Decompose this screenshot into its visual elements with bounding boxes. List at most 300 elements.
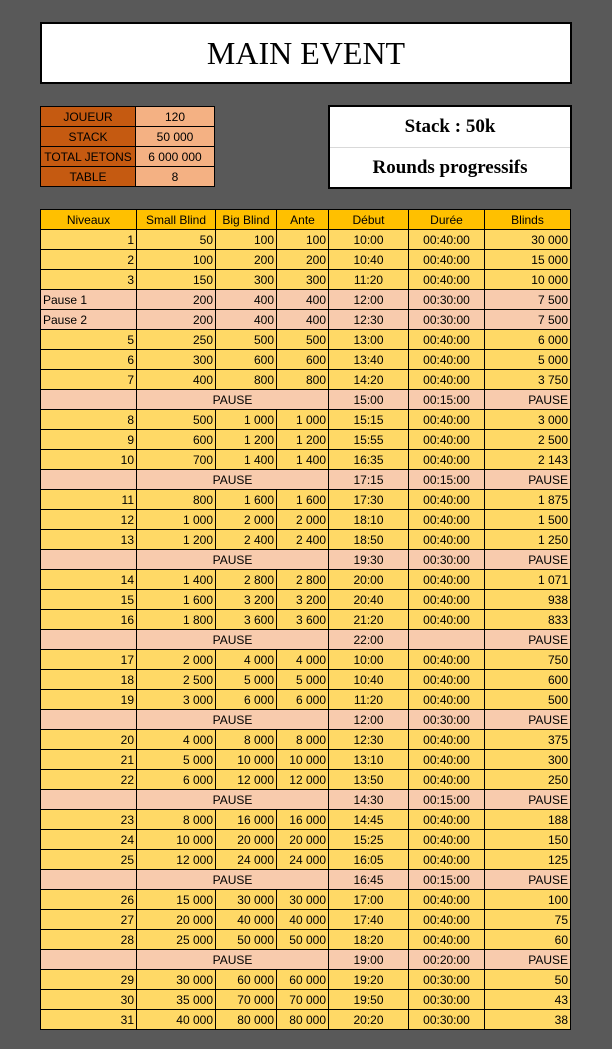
ante-cell[interactable]: 3 600 [277, 610, 329, 630]
small-blind-cell[interactable]: 300 [137, 350, 216, 370]
big-blind-cell[interactable]: 24 000 [216, 850, 277, 870]
empty-cell[interactable] [41, 630, 137, 650]
duree-cell[interactable]: 00:40:00 [409, 890, 485, 910]
small-blind-cell[interactable]: 3 000 [137, 690, 216, 710]
level-cell[interactable]: 21 [41, 750, 137, 770]
info-label[interactable]: STACK [41, 127, 136, 147]
ante-cell[interactable]: 1 000 [277, 410, 329, 430]
level-cell[interactable]: 9 [41, 430, 137, 450]
pause-label[interactable]: PAUSE [137, 950, 329, 970]
ante-cell[interactable]: 1 600 [277, 490, 329, 510]
duree-cell[interactable]: 00:40:00 [409, 510, 485, 530]
small-blind-cell[interactable]: 600 [137, 430, 216, 450]
column-header-duree[interactable]: Durée [409, 210, 485, 230]
duree-cell[interactable]: 00:40:00 [409, 350, 485, 370]
ante-cell[interactable]: 12 000 [277, 770, 329, 790]
blinds-cell[interactable]: PAUSE [485, 550, 571, 570]
level-cell[interactable]: 20 [41, 730, 137, 750]
duree-cell[interactable]: 00:40:00 [409, 270, 485, 290]
debut-cell[interactable]: 20:40 [329, 590, 409, 610]
empty-cell[interactable] [41, 710, 137, 730]
blinds-cell[interactable]: 938 [485, 590, 571, 610]
big-blind-cell[interactable]: 30 000 [216, 890, 277, 910]
blinds-cell[interactable]: PAUSE [485, 950, 571, 970]
debut-cell[interactable]: 16:45 [329, 870, 409, 890]
big-blind-cell[interactable]: 400 [216, 310, 277, 330]
blinds-cell[interactable]: 60 [485, 930, 571, 950]
small-blind-cell[interactable]: 25 000 [137, 930, 216, 950]
debut-cell[interactable]: 19:20 [329, 970, 409, 990]
debut-cell[interactable]: 10:40 [329, 670, 409, 690]
debut-cell[interactable]: 12:00 [329, 710, 409, 730]
ante-cell[interactable]: 30 000 [277, 890, 329, 910]
level-cell[interactable]: 15 [41, 590, 137, 610]
duree-cell[interactable]: 00:40:00 [409, 910, 485, 930]
ante-cell[interactable]: 5 000 [277, 670, 329, 690]
debut-cell[interactable]: 11:20 [329, 690, 409, 710]
table-row [41, 490, 571, 510]
level-cell[interactable]: Pause 2 [41, 310, 137, 330]
big-blind-cell[interactable]: 6 000 [216, 690, 277, 710]
big-blind-cell[interactable]: 12 000 [216, 770, 277, 790]
big-blind-cell[interactable]: 100 [216, 230, 277, 250]
blinds-cell[interactable]: 38 [485, 1010, 571, 1030]
level-cell[interactable]: 24 [41, 830, 137, 850]
duree-cell[interactable]: 00:40:00 [409, 730, 485, 750]
blinds-cell[interactable]: 30 000 [485, 230, 571, 250]
duree-cell[interactable]: 00:40:00 [409, 530, 485, 550]
empty-cell[interactable] [41, 790, 137, 810]
duree-cell[interactable]: 00:40:00 [409, 490, 485, 510]
blinds-cell[interactable]: 50 [485, 970, 571, 990]
small-blind-cell[interactable]: 150 [137, 270, 216, 290]
ante-cell[interactable]: 20 000 [277, 830, 329, 850]
duree-cell[interactable]: 00:30:00 [409, 710, 485, 730]
debut-cell[interactable]: 15:00 [329, 390, 409, 410]
info-value[interactable]: 8 [136, 167, 215, 187]
blinds-cell[interactable]: PAUSE [485, 870, 571, 890]
duree-cell[interactable]: 00:40:00 [409, 410, 485, 430]
blinds-cell[interactable]: 15 000 [485, 250, 571, 270]
info-value[interactable]: 50 000 [136, 127, 215, 147]
level-cell[interactable]: 11 [41, 490, 137, 510]
ante-cell[interactable]: 4 000 [277, 650, 329, 670]
debut-cell[interactable]: 11:20 [329, 270, 409, 290]
duree-cell[interactable]: 00:30:00 [409, 550, 485, 570]
ante-cell[interactable]: 100 [277, 230, 329, 250]
debut-cell[interactable]: 13:10 [329, 750, 409, 770]
blinds-cell[interactable]: 375 [485, 730, 571, 750]
blinds-cell[interactable]: PAUSE [485, 470, 571, 490]
debut-cell[interactable]: 12:30 [329, 730, 409, 750]
big-blind-cell[interactable]: 2 400 [216, 530, 277, 550]
duree-cell[interactable]: 00:20:00 [409, 950, 485, 970]
duree-cell[interactable]: 00:15:00 [409, 470, 485, 490]
small-blind-cell[interactable]: 4 000 [137, 730, 216, 750]
level-cell[interactable]: 26 [41, 890, 137, 910]
big-blind-cell[interactable]: 16 000 [216, 810, 277, 830]
level-cell[interactable]: 16 [41, 610, 137, 630]
big-blind-cell[interactable]: 50 000 [216, 930, 277, 950]
debut-cell[interactable]: 10:00 [329, 230, 409, 250]
duree-cell[interactable]: 00:40:00 [409, 750, 485, 770]
ante-cell[interactable]: 80 000 [277, 1010, 329, 1030]
level-cell[interactable]: 13 [41, 530, 137, 550]
big-blind-cell[interactable]: 20 000 [216, 830, 277, 850]
small-blind-cell[interactable]: 15 000 [137, 890, 216, 910]
debut-cell[interactable]: 13:40 [329, 350, 409, 370]
big-blind-cell[interactable]: 800 [216, 370, 277, 390]
blinds-cell[interactable]: 10 000 [485, 270, 571, 290]
big-blind-cell[interactable]: 200 [216, 250, 277, 270]
blinds-cell[interactable]: PAUSE [485, 390, 571, 410]
empty-cell[interactable] [41, 470, 137, 490]
blinds-cell[interactable]: 188 [485, 810, 571, 830]
debut-cell[interactable]: 15:55 [329, 430, 409, 450]
empty-cell[interactable] [41, 870, 137, 890]
debut-cell[interactable]: 22:00 [329, 630, 409, 650]
level-cell[interactable]: 25 [41, 850, 137, 870]
ante-cell[interactable]: 2 400 [277, 530, 329, 550]
duree-cell[interactable]: 00:30:00 [409, 1010, 485, 1030]
ante-cell[interactable]: 40 000 [277, 910, 329, 930]
debut-cell[interactable]: 16:05 [329, 850, 409, 870]
big-blind-cell[interactable]: 2 000 [216, 510, 277, 530]
debut-cell[interactable]: 18:50 [329, 530, 409, 550]
column-header-big-blind[interactable]: Big Blind [216, 210, 277, 230]
debut-cell[interactable]: 12:30 [329, 310, 409, 330]
duree-cell[interactable]: 00:40:00 [409, 830, 485, 850]
big-blind-cell[interactable]: 600 [216, 350, 277, 370]
header-row [41, 210, 571, 230]
blinds-cell[interactable]: 1 250 [485, 530, 571, 550]
table-row [41, 370, 571, 390]
blinds-cell[interactable]: 75 [485, 910, 571, 930]
ante-cell[interactable]: 10 000 [277, 750, 329, 770]
blinds-cell[interactable]: PAUSE [485, 710, 571, 730]
tournament-info-table [40, 106, 215, 187]
debut-cell[interactable]: 14:30 [329, 790, 409, 810]
duree-cell[interactable]: 00:15:00 [409, 790, 485, 810]
ante-cell[interactable]: 16 000 [277, 810, 329, 830]
debut-cell[interactable]: 21:20 [329, 610, 409, 630]
ante-cell[interactable]: 800 [277, 370, 329, 390]
ante-cell[interactable]: 3 200 [277, 590, 329, 610]
level-cell[interactable]: 7 [41, 370, 137, 390]
duree-cell[interactable]: 00:40:00 [409, 590, 485, 610]
level-cell[interactable]: 22 [41, 770, 137, 790]
blinds-cell[interactable]: 250 [485, 770, 571, 790]
level-cell[interactable]: 12 [41, 510, 137, 530]
big-blind-cell[interactable]: 1 600 [216, 490, 277, 510]
blinds-cell[interactable]: 500 [485, 690, 571, 710]
small-blind-cell[interactable]: 1 600 [137, 590, 216, 610]
info-label[interactable]: TABLE [41, 167, 136, 187]
blinds-cell[interactable]: 43 [485, 990, 571, 1010]
column-header-ante[interactable]: Ante [277, 210, 329, 230]
blind-levels-table [40, 209, 571, 1030]
small-blind-cell[interactable]: 1 400 [137, 570, 216, 590]
table-row [41, 650, 571, 670]
blinds-cell[interactable]: 125 [485, 850, 571, 870]
pause-label[interactable]: PAUSE [137, 390, 329, 410]
info-label[interactable]: JOUEUR [41, 107, 136, 127]
table-row [41, 670, 571, 690]
debut-cell[interactable]: 14:20 [329, 370, 409, 390]
table-row [41, 910, 571, 930]
big-blind-cell[interactable]: 1 000 [216, 410, 277, 430]
big-blind-cell[interactable]: 3 600 [216, 610, 277, 630]
debut-cell[interactable]: 15:25 [329, 830, 409, 850]
blinds-cell[interactable]: PAUSE [485, 790, 571, 810]
duree-cell[interactable]: 00:15:00 [409, 390, 485, 410]
big-blind-cell[interactable]: 300 [216, 270, 277, 290]
level-cell[interactable]: 23 [41, 810, 137, 830]
duree-cell[interactable]: 00:40:00 [409, 570, 485, 590]
ante-cell[interactable]: 400 [277, 290, 329, 310]
ante-cell[interactable]: 60 000 [277, 970, 329, 990]
big-blind-cell[interactable]: 1 400 [216, 450, 277, 470]
small-blind-cell[interactable]: 10 000 [137, 830, 216, 850]
blinds-cell[interactable]: 833 [485, 610, 571, 630]
big-blind-cell[interactable]: 60 000 [216, 970, 277, 990]
column-header-blinds[interactable]: Blinds [485, 210, 571, 230]
level-cell[interactable]: 17 [41, 650, 137, 670]
small-blind-cell[interactable]: 1 000 [137, 510, 216, 530]
info-label[interactable]: TOTAL JETONS [41, 147, 136, 167]
small-blind-cell[interactable]: 100 [137, 250, 216, 270]
duree-cell[interactable]: 00:40:00 [409, 430, 485, 450]
ante-cell[interactable]: 70 000 [277, 990, 329, 1010]
ante-cell[interactable]: 1 200 [277, 430, 329, 450]
blinds-cell[interactable]: 5 000 [485, 350, 571, 370]
pause-row [41, 630, 571, 650]
duree-cell[interactable]: 00:40:00 [409, 250, 485, 270]
ante-cell[interactable]: 6 000 [277, 690, 329, 710]
debut-cell[interactable]: 20:20 [329, 1010, 409, 1030]
blinds-cell[interactable]: 600 [485, 670, 571, 690]
duree-cell[interactable]: 00:40:00 [409, 650, 485, 670]
small-blind-cell[interactable]: 200 [137, 310, 216, 330]
duree-cell[interactable]: 00:40:00 [409, 690, 485, 710]
big-blind-cell[interactable]: 8 000 [216, 730, 277, 750]
named-pause-row [41, 290, 571, 310]
ante-cell[interactable]: 500 [277, 330, 329, 350]
small-blind-cell[interactable]: 8 000 [137, 810, 216, 830]
blinds-cell[interactable]: 3 750 [485, 370, 571, 390]
duree-cell[interactable]: 00:40:00 [409, 330, 485, 350]
debut-cell[interactable]: 17:40 [329, 910, 409, 930]
level-cell[interactable]: 3 [41, 270, 137, 290]
big-blind-cell[interactable]: 40 000 [216, 910, 277, 930]
small-blind-cell[interactable]: 30 000 [137, 970, 216, 990]
blinds-cell[interactable]: 7 500 [485, 290, 571, 310]
table-row [41, 590, 571, 610]
big-blind-cell[interactable]: 400 [216, 290, 277, 310]
level-cell[interactable]: Pause 1 [41, 290, 137, 310]
big-blind-cell[interactable]: 5 000 [216, 670, 277, 690]
small-blind-cell[interactable]: 1 800 [137, 610, 216, 630]
blinds-cell[interactable]: 1 071 [485, 570, 571, 590]
empty-cell[interactable] [41, 950, 137, 970]
table-row [41, 430, 571, 450]
small-blind-cell[interactable]: 20 000 [137, 910, 216, 930]
blinds-cell[interactable]: 750 [485, 650, 571, 670]
table-row [41, 350, 571, 370]
big-blind-cell[interactable]: 80 000 [216, 1010, 277, 1030]
blinds-cell[interactable]: 100 [485, 890, 571, 910]
debut-cell[interactable]: 13:00 [329, 330, 409, 350]
info-row-table [41, 167, 215, 187]
debut-cell[interactable]: 18:20 [329, 930, 409, 950]
ante-cell[interactable]: 2 800 [277, 570, 329, 590]
duree-cell[interactable] [409, 630, 485, 650]
column-header-debut[interactable]: Début [329, 210, 409, 230]
level-cell[interactable]: 29 [41, 970, 137, 990]
rounds-label: Rounds progressifs [330, 147, 570, 188]
debut-cell[interactable]: 17:30 [329, 490, 409, 510]
ante-cell[interactable]: 8 000 [277, 730, 329, 750]
ante-cell[interactable]: 400 [277, 310, 329, 330]
small-blind-cell[interactable]: 5 000 [137, 750, 216, 770]
debut-cell[interactable]: 14:45 [329, 810, 409, 830]
big-blind-cell[interactable]: 4 000 [216, 650, 277, 670]
level-cell[interactable]: 10 [41, 450, 137, 470]
small-blind-cell[interactable]: 200 [137, 290, 216, 310]
level-cell[interactable]: 31 [41, 1010, 137, 1030]
duree-cell[interactable]: 00:30:00 [409, 970, 485, 990]
debut-cell[interactable]: 10:00 [329, 650, 409, 670]
debut-cell[interactable]: 19:00 [329, 950, 409, 970]
level-cell[interactable]: 2 [41, 250, 137, 270]
small-blind-cell[interactable]: 6 000 [137, 770, 216, 790]
blinds-cell[interactable]: 7 500 [485, 310, 571, 330]
big-blind-cell[interactable]: 1 200 [216, 430, 277, 450]
big-blind-cell[interactable]: 2 800 [216, 570, 277, 590]
debut-cell[interactable]: 17:15 [329, 470, 409, 490]
duree-cell[interactable]: 00:40:00 [409, 670, 485, 690]
pause-label[interactable]: PAUSE [137, 870, 329, 890]
ante-cell[interactable]: 300 [277, 270, 329, 290]
big-blind-cell[interactable]: 3 200 [216, 590, 277, 610]
big-blind-cell[interactable]: 70 000 [216, 990, 277, 1010]
small-blind-cell[interactable]: 700 [137, 450, 216, 470]
ante-cell[interactable]: 200 [277, 250, 329, 270]
debut-cell[interactable]: 18:10 [329, 510, 409, 530]
duree-cell[interactable]: 00:40:00 [409, 230, 485, 250]
duree-cell[interactable]: 00:30:00 [409, 290, 485, 310]
debut-cell[interactable]: 12:00 [329, 290, 409, 310]
blinds-cell[interactable]: 1 875 [485, 490, 571, 510]
ante-cell[interactable]: 1 400 [277, 450, 329, 470]
small-blind-cell[interactable]: 250 [137, 330, 216, 350]
level-cell[interactable]: 27 [41, 910, 137, 930]
duree-cell[interactable]: 00:40:00 [409, 930, 485, 950]
duree-cell[interactable]: 00:40:00 [409, 450, 485, 470]
level-cell[interactable]: 14 [41, 570, 137, 590]
small-blind-cell[interactable]: 2 000 [137, 650, 216, 670]
table-row [41, 570, 571, 590]
blinds-cell[interactable]: 300 [485, 750, 571, 770]
debut-cell[interactable]: 15:15 [329, 410, 409, 430]
debut-cell[interactable]: 16:35 [329, 450, 409, 470]
column-header-niveaux[interactable]: Niveaux [41, 210, 137, 230]
debut-cell[interactable]: 10:40 [329, 250, 409, 270]
duree-cell[interactable]: 00:30:00 [409, 310, 485, 330]
small-blind-cell[interactable]: 50 [137, 230, 216, 250]
duree-cell[interactable]: 00:40:00 [409, 770, 485, 790]
duree-cell[interactable]: 00:30:00 [409, 990, 485, 1010]
blinds-cell[interactable]: 2 143 [485, 450, 571, 470]
level-cell[interactable]: 30 [41, 990, 137, 1010]
level-cell[interactable]: 19 [41, 690, 137, 710]
blinds-cell[interactable]: 3 000 [485, 410, 571, 430]
small-blind-cell[interactable]: 800 [137, 490, 216, 510]
level-cell[interactable]: 18 [41, 670, 137, 690]
table-row [41, 810, 571, 830]
info-value[interactable]: 120 [136, 107, 215, 127]
small-blind-cell[interactable]: 2 500 [137, 670, 216, 690]
pause-label[interactable]: PAUSE [137, 710, 329, 730]
level-cell[interactable]: 1 [41, 230, 137, 250]
blinds-cell[interactable]: 150 [485, 830, 571, 850]
debut-cell[interactable]: 19:50 [329, 990, 409, 1010]
level-cell[interactable]: 5 [41, 330, 137, 350]
blinds-cell[interactable]: 6 000 [485, 330, 571, 350]
small-blind-cell[interactable]: 12 000 [137, 850, 216, 870]
small-blind-cell[interactable]: 40 000 [137, 1010, 216, 1030]
ante-cell[interactable]: 50 000 [277, 930, 329, 950]
column-header-small-blind[interactable]: Small Blind [137, 210, 216, 230]
debut-cell[interactable]: 20:00 [329, 570, 409, 590]
big-blind-cell[interactable]: 10 000 [216, 750, 277, 770]
small-blind-cell[interactable]: 1 200 [137, 530, 216, 550]
big-blind-cell[interactable]: 500 [216, 330, 277, 350]
level-cell[interactable]: 28 [41, 930, 137, 950]
debut-cell[interactable]: 17:00 [329, 890, 409, 910]
blinds-cell[interactable]: 1 500 [485, 510, 571, 530]
duree-cell[interactable]: 00:40:00 [409, 850, 485, 870]
empty-cell[interactable] [41, 390, 137, 410]
duree-cell[interactable]: 00:40:00 [409, 810, 485, 830]
table-row [41, 410, 571, 430]
info-value[interactable]: 6 000 000 [136, 147, 215, 167]
level-cell[interactable]: 8 [41, 410, 137, 430]
stack-info-box [328, 105, 572, 189]
ante-cell[interactable]: 2 000 [277, 510, 329, 530]
small-blind-cell[interactable]: 400 [137, 370, 216, 390]
level-cell[interactable]: 6 [41, 350, 137, 370]
blinds-cell[interactable]: 2 500 [485, 430, 571, 450]
ante-cell[interactable]: 600 [277, 350, 329, 370]
pause-label[interactable]: PAUSE [137, 550, 329, 570]
small-blind-cell[interactable]: 35 000 [137, 990, 216, 1010]
empty-cell[interactable] [41, 550, 137, 570]
pause-label[interactable]: PAUSE [137, 790, 329, 810]
duree-cell[interactable]: 00:40:00 [409, 610, 485, 630]
duree-cell[interactable]: 00:40:00 [409, 370, 485, 390]
debut-cell[interactable]: 13:50 [329, 770, 409, 790]
small-blind-cell[interactable]: 500 [137, 410, 216, 430]
table-row [41, 510, 571, 530]
ante-cell[interactable]: 24 000 [277, 850, 329, 870]
blinds-cell[interactable]: PAUSE [485, 630, 571, 650]
table-row [41, 690, 571, 710]
debut-cell[interactable]: 19:30 [329, 550, 409, 570]
pause-label[interactable]: PAUSE [137, 630, 329, 650]
duree-cell[interactable]: 00:15:00 [409, 870, 485, 890]
pause-label[interactable]: PAUSE [137, 470, 329, 490]
